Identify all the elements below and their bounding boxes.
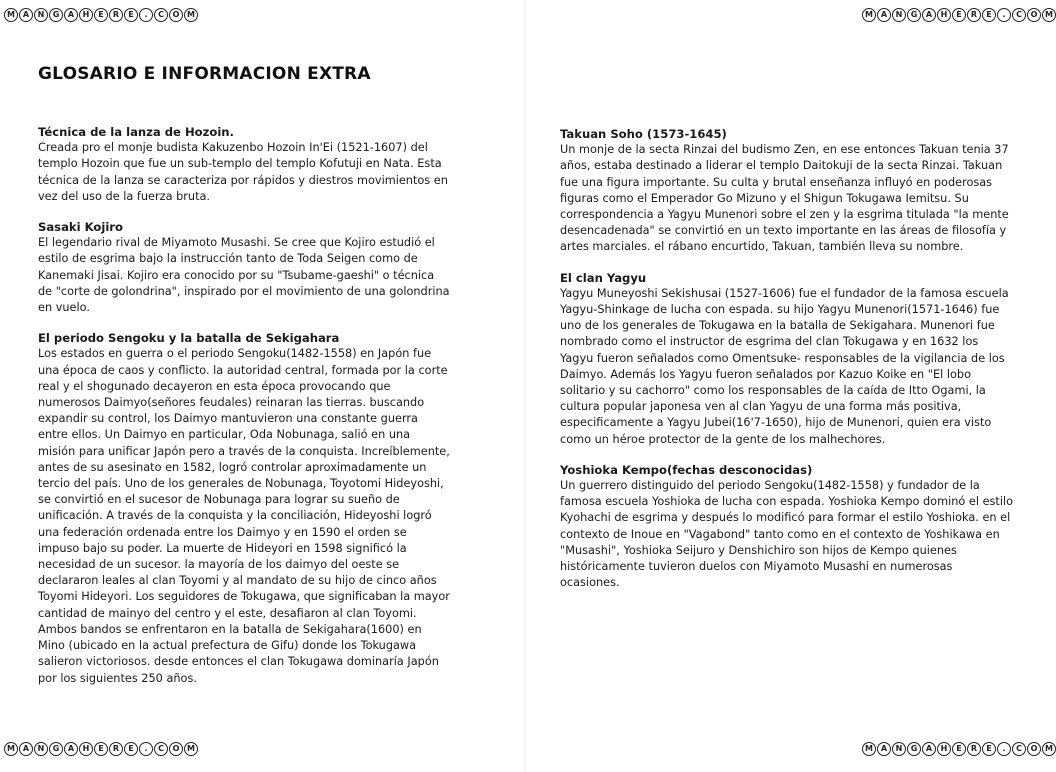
watermark-top-left <box>4 8 198 22</box>
watermark-letter: . <box>997 8 1011 22</box>
section-body: Los estados en guerra o el periodo Sengoku(1482-1558) en Japón fue una época de caos y conflicto. la autoridad central, formada por la corte real y el shogunado decayeron en esta época provocando que numerosos Daimyo(señores feudales) reinaran las tierras. buscando expandir su control, los Daimyo mantuvieron una constante guerra entre ellos. Un Daimyo en particular, Oda Nobunaga, salió en una misión para unificar Japón pero a través de la conquista. Increíblemente, antes de su asesinato en 1582, logró controlar aproximadamente un tercio del país. Uno de los generales de Nobunaga, Toyotomi Hideyoshi, se convirtió en el sucesor de Nobunaga para lograr su sueño de unificación. A través de la conquista y la conciliación, Hideyoshi logró una federación ordenada entre los Daimyo y en 1590 el orden se impuso bajo su poder. La muerte de Hideyori en 1598 significó la necesidad de un sucesor. la mayoría de los daimyo del oeste se declararon leales al clan Toyomi y al mandato de su hijo de cinco años Toyomi Hideyori. Los seguidores de Tokugawa, que significaban la mayor cantidad de mainyo del centro y el este, desafiaron al clan Toyomi. Ambos bandos se enfrentaron en la batalla de Sekigahara(1600) en Mino (ubicado en la actual prefectura de Gifu) donde los Tokugawa salieron victoriosos. desde entonces el clan Tokugawa dominaría Japón por los siguientes 250 años. <box>38 347 450 685</box>
section-heading: Takuan Soho (1573-1645) <box>560 127 727 141</box>
section-heading: Sasaki Kojiro <box>38 220 123 235</box>
section-body: El legendario rival de Miyamoto Musashi. Se cree que Kojiro estudió el estilo de esgrima bajo la instrucción tanto de Toda Seigen como de Kanemaki Jisai. Kojiro era conocido por su "Tsubame-gaeshi" o técnica de "corte de golondrina", inspirado por el movimiento de una golondrina en vuelo. <box>38 236 450 315</box>
watermark-letter: N <box>892 8 906 22</box>
watermark-letter: . <box>997 742 1011 756</box>
watermark-letter: N <box>34 742 48 756</box>
watermark-letter: E <box>124 8 138 22</box>
watermark-letter: H <box>937 742 951 756</box>
section-sengoku-period <box>38 330 450 686</box>
page-gutter <box>524 0 526 772</box>
watermark-letter: M <box>862 8 876 22</box>
watermark-letter: A <box>19 742 33 756</box>
watermark-letter: H <box>79 8 93 22</box>
watermark-letter: A <box>64 742 78 756</box>
watermark-letter: C <box>1012 742 1026 756</box>
section-heading: Técnica de la lanza de Hozoin. <box>38 125 234 139</box>
watermark-bottom-right <box>862 742 1056 756</box>
watermark-letter: A <box>64 8 78 22</box>
watermark-letter: M <box>4 742 18 756</box>
watermark-letter: M <box>184 742 198 756</box>
watermark-letter: G <box>49 742 63 756</box>
watermark-letter: O <box>169 8 183 22</box>
watermark-letter: M <box>184 8 198 22</box>
section-takuan-soho <box>560 126 1015 256</box>
watermark-letter: . <box>139 8 153 22</box>
watermark-bottom-left <box>4 742 198 756</box>
section-yagyu-clan <box>560 270 1015 448</box>
section-sasaki-kojiro <box>38 219 450 316</box>
watermark-letter: H <box>79 742 93 756</box>
watermark-top-right <box>862 8 1056 22</box>
left-column <box>38 124 450 701</box>
watermark-letter: R <box>109 8 123 22</box>
watermark-letter: R <box>967 8 981 22</box>
watermark-letter: C <box>154 742 168 756</box>
section-yoshioka-kempo <box>560 462 1015 592</box>
watermark-letter: O <box>1027 8 1041 22</box>
watermark-letter: R <box>109 742 123 756</box>
watermark-letter: H <box>937 8 951 22</box>
section-body: Un guerrero distinguido del periodo Sengoku(1482-1558) y fundador de la famosa escuela Yoshioka de lucha con espada. Yoshioka Kempo dominó el estilo Kyohachi de esgrima y después lo modificó para formar el estilo Yoshioka. en el contexto de Inoue en "Vagabond" tanto como en el contexto de Yoshikawa en "Musashi", Yoshioka Seijuro y Denshichiro son hijos de Kempo quienes históricamente tuvieron duelos con Miyamoto Musashi en numerosas ocasiones. <box>560 479 1014 590</box>
watermark-letter: G <box>907 742 921 756</box>
section-heading: Yoshioka Kempo(fechas desconocidas) <box>560 462 813 477</box>
section-body: Un monje de la secta Rinzai del budismo Zen, en ese entonces Takuan tenia 37 años, estaba destinado a liderar el templo Daitokuji de la secta Rinzai. Takuan fue una figura importante. Su culta y brutal enseñanza influyó en poderosas figuras como el Emperador Go Mizuno y el Shigun Tokugawa Iemitsu. Su correspondencia a Yagyu Munenori sobre el zen y la esgrima titulada "la mente desencadenada" se convirtió en un texto importante en las áreas de filosofía y artes marciales. el rábano encurtido, Takuan, también lleva su nombre. <box>560 143 1009 254</box>
watermark-letter: E <box>94 742 108 756</box>
right-column <box>560 126 1015 605</box>
watermark-letter: C <box>1012 8 1026 22</box>
watermark-letter: A <box>922 742 936 756</box>
watermark-letter: E <box>982 8 996 22</box>
watermark-letter: C <box>154 8 168 22</box>
watermark-letter: E <box>952 742 966 756</box>
watermark-letter: M <box>1042 8 1056 22</box>
watermark-letter: A <box>877 742 891 756</box>
watermark-letter: E <box>124 742 138 756</box>
section-hozoin-spear <box>38 124 450 205</box>
watermark-letter: N <box>34 8 48 22</box>
page-title: GLOSARIO E INFORMACION EXTRA <box>38 64 371 85</box>
watermark-letter: O <box>169 742 183 756</box>
section-body: Creada pro el monje budista Kakuzenbo Hozoin In'Ei (1521-1607) del templo Hozoin que fue un sub-templo del templo Kofutuji en Nata. Esta técnica de la lanza se caracteriza por rápidos y diestros movimientos en vez del uso de la fuerza bruta. <box>38 141 448 203</box>
watermark-letter: N <box>892 742 906 756</box>
watermark-letter: G <box>49 8 63 22</box>
watermark-letter: A <box>19 8 33 22</box>
watermark-letter: R <box>967 742 981 756</box>
watermark-letter: A <box>877 8 891 22</box>
watermark-letter: M <box>4 8 18 22</box>
section-body: Yagyu Muneyoshi Sekishusai (1527-1606) fue el fundador de la famosa escuela Yagyu-Shinkage de lucha con espada. su hijo Yagyu Munenori(1571-1646) fue uno de los generales de Tokugawa en la batalla de Sekigahara. Munenori fue nombrado como el instructor de esgrima del clan Tokugawa y en 1632 los Yagyu fueron señalados como Omentsuke- responsables de la vigilancia de los Daimyo. Además los Yagyu fueron señalados por Kazuo Koike en "El lobo solitario y su cachorro" como los responsables de la caída de Itto Ogami, la cultura popular japonesa ven al clan Yagyu de una forma más positiva, especificamente a Yagyu Jubei(16'7-1650), hijo de Munenori, quien era visto como un héroe protector de la gente de los malhechores. <box>560 286 1009 446</box>
section-heading: El clan Yagyu <box>560 270 647 285</box>
watermark-letter: M <box>862 742 876 756</box>
watermark-letter: . <box>139 742 153 756</box>
watermark-letter: E <box>982 742 996 756</box>
watermark-letter: M <box>1042 742 1056 756</box>
watermark-letter: A <box>922 8 936 22</box>
section-heading: El periodo Sengoku y la batalla de Sekigahara <box>38 331 340 346</box>
watermark-letter: E <box>94 8 108 22</box>
watermark-letter: O <box>1027 742 1041 756</box>
watermark-letter: G <box>907 8 921 22</box>
watermark-letter: E <box>952 8 966 22</box>
